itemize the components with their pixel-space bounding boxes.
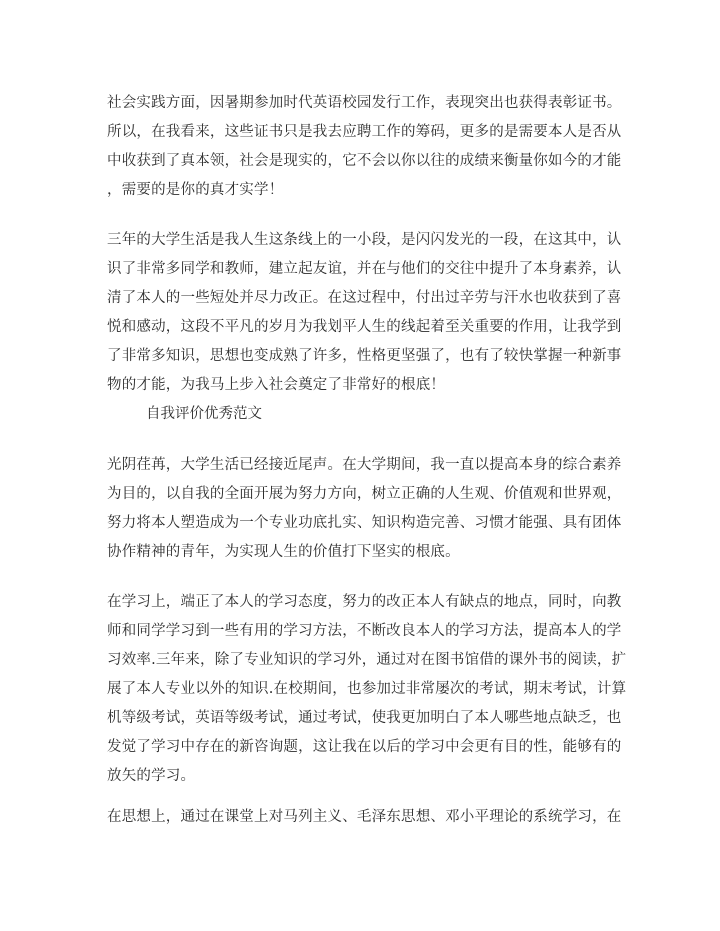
text-line: 中收获到了真本领，社会是现实的，它不会以你以往的成绩来衡量你如今的才能 <box>107 153 622 169</box>
text-line: 协作精神的青年，为实现人生的价值打下坚实的根底。 <box>107 544 460 560</box>
text-line: 在思想上，通过在课堂上对马列主义、毛泽东思想、邓小平理论的系统学习，在 <box>107 809 622 825</box>
text-line: 所以，在我看来，这些证书只是我去应聘工作的筹码，更多的是需要本人是否从 <box>107 124 622 140</box>
paragraph-study <box>107 588 627 791</box>
text-line: 在学习上，端正了本人的学习态度，努力的改正本人有缺点的地点，同时，向教 <box>107 594 622 610</box>
text-line: 发觉了学习中存在的新咨询题，这让我在以后的学习中会更有目的性，能够有的 <box>107 739 622 755</box>
text-line: 光阴荏苒，大学生活已经接近尾声。在大学期间，我一直以提高本身的综合素养 <box>107 457 622 473</box>
text-line: 放矢的学习。 <box>107 768 196 784</box>
paragraph-social-practice <box>107 89 622 205</box>
text-line: 清了本人的一些短处并尽力改正。在这过程中，付出过辛劳与汗水也收获到了喜 <box>107 290 622 306</box>
text-line: 三年的大学生活是我人生这条线上的一小段，是闪闪发光的一段，在这其中，认 <box>107 232 622 248</box>
text-line: 展了本人专业以外的知识.在校期间，也参加过非常屡次的考试，期末考试，计算 <box>107 681 627 697</box>
paragraph-time-flies <box>107 451 622 567</box>
paragraph-university-life <box>107 226 622 400</box>
section-heading: 自我评价优秀范文 <box>146 406 262 422</box>
text-line: 物的才能，为我马上步入社会奠定了非常好的根底！ <box>107 377 446 393</box>
text-line: 习效率.三年来，除了专业知识的学习外，通过对在图书馆借的课外书的阅读，扩 <box>107 652 627 668</box>
text-line: 机等级考试，英语等级考试，通过考试，使我更加明白了本人哪些地点缺乏，也 <box>107 710 622 726</box>
text-line: 师和同学学习到一些有用的学习方法，不断改良本人的学习方法，提高本人的学 <box>107 623 622 639</box>
text-line: 为目的，以自我的全面开展为努力方向，树立正确的人生观、价值观和世界观， <box>107 486 622 502</box>
text-line: 努力将本人塑造成为一个专业功底扎实、知识构造完善、习惯才能强、具有团体 <box>107 515 622 531</box>
text-line: 识了非常多同学和教师，建立起友谊，并在与他们的交往中提升了本身素养，认 <box>107 261 622 277</box>
text-line: 悦和感动，这段不平凡的岁月为我划平人生的线起着至关重要的作用，让我学到 <box>107 319 622 335</box>
text-line: ，需要的是你的真才实学！ <box>107 182 284 198</box>
text-line: 社会实践方面，因暑期参加时代英语校园发行工作，表现突出也获得表彰证书。 <box>107 95 622 111</box>
paragraph-thought <box>107 803 622 832</box>
text-line: 了非常多知识，思想也变成熟了许多，性格更坚强了，也有了较快掌握一种新事 <box>107 348 622 364</box>
